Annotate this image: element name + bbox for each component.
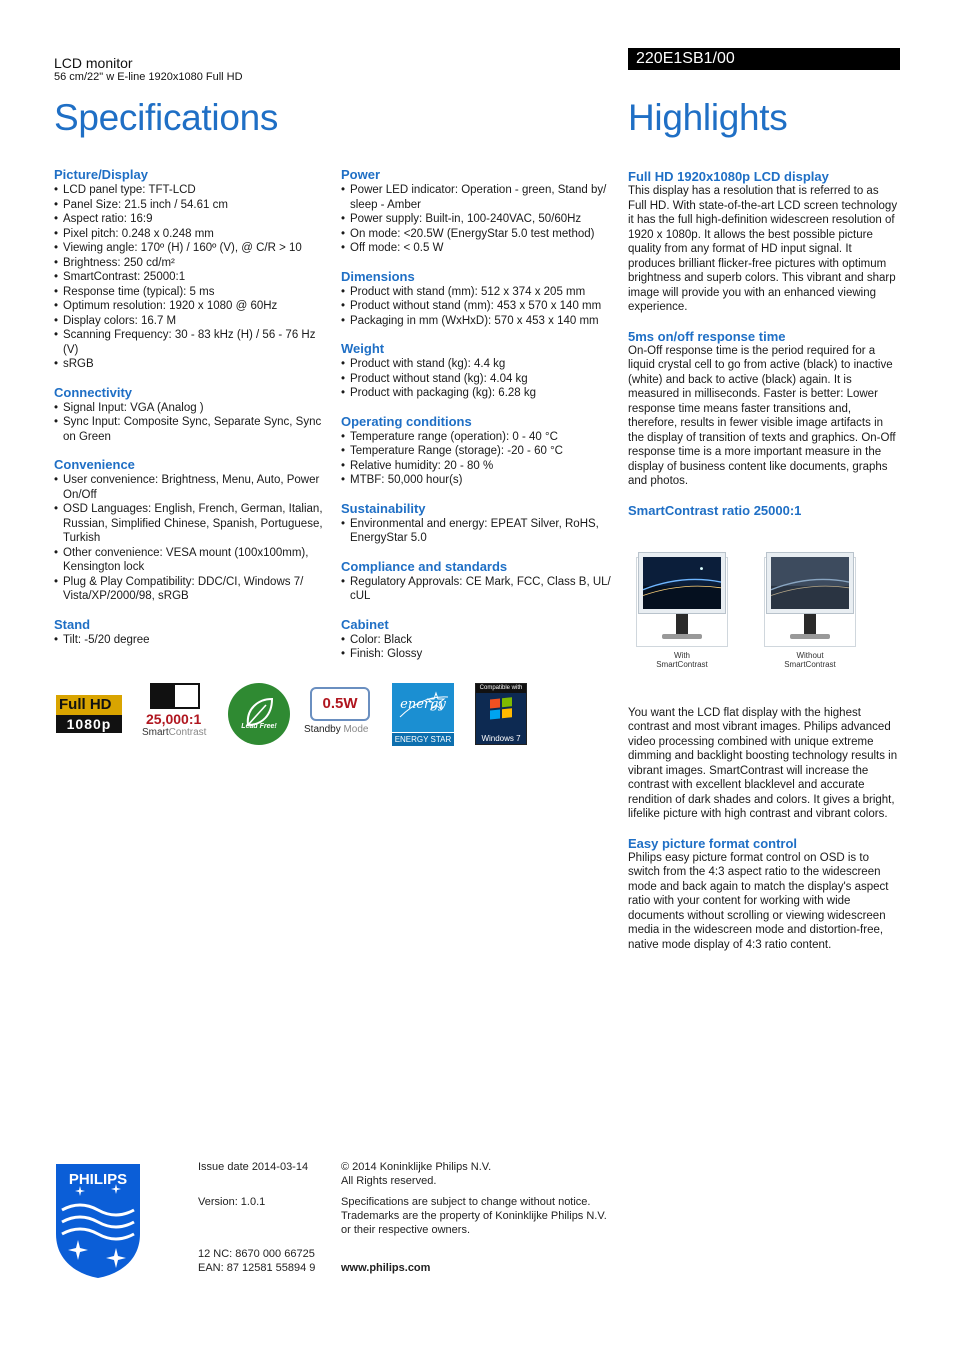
spec-item: • Pixel pitch: 0.248 x 0.248 mm: [54, 227, 324, 242]
spec-section: [341, 341, 616, 401]
smartcontrast-logo: [142, 683, 222, 743]
highlight-contrast: [628, 503, 900, 822]
highlight-response: [628, 329, 900, 489]
rights: All Rights reserved.: [341, 1175, 437, 1187]
spec-list: [54, 473, 324, 604]
spec-column-2: [341, 167, 616, 675]
highlight-text: On-Off response time is the period required for a liquid crystal cell to go from active (black) to inactive (white) and back to active (black) again. It is measured in milliseconds. Faster is better: Lower response time means faster transitions and, therefore, results in fewer visible image artifacts in the display of transition of texts and graphics. On-Off response time is a more important measure in the display of business content like documents, graphs and photos.: [628, 344, 896, 487]
spec-item: • Product without stand (mm): 453 x 570 x 140 mm: [341, 299, 616, 314]
standby-label-b: Mode: [340, 724, 369, 735]
spec-section-title: Sustainability: [341, 500, 426, 516]
spec-item: • LCD panel type: TFT-LCD: [54, 183, 324, 198]
spec-section: [54, 385, 324, 445]
spec-item: • Power supply: Built-in, 100-240VAC, 50/60Hz: [341, 212, 616, 227]
spec-list: [341, 517, 616, 546]
spec-item: • Finish: Glossy: [341, 647, 616, 662]
spec-list: [341, 183, 616, 256]
spec-section: [54, 617, 324, 648]
monitor-screen: [766, 552, 854, 614]
spec-item: • OSD Languages: English, French, German, Italian, Russian, Simplified Chinese, Spanish, Portuguese, Turkish: [54, 502, 324, 546]
contrast-label-b: Contrast: [168, 727, 207, 738]
spec-section: [341, 167, 616, 256]
spec-item: • Viewing angle: 170º (H) / 160º (V), @ C/R > 10: [54, 241, 324, 256]
star-icon: [392, 687, 454, 727]
highlight-title: Easy picture format control: [628, 835, 798, 851]
monitor-stand: [676, 614, 688, 634]
monitor-screen: [638, 552, 726, 614]
spec-section: [54, 457, 324, 604]
doc-subtitle: 56 cm/22" w E-line 1920x1080 Full HD: [54, 71, 243, 83]
spec-section-title: Power: [341, 167, 381, 182]
spec-item: • Product with stand (mm): 512 x 374 x 205 mm: [341, 285, 616, 300]
specifications-title: Specifications: [54, 97, 279, 138]
city-night-image-dim: [771, 557, 849, 609]
spec-item: • Environmental and energy: EPEAT Silver, RoHS, EnergyStar 5.0: [341, 517, 616, 546]
spec-section-title: Dimensions: [341, 268, 415, 284]
spec-list: [341, 633, 616, 662]
highlight-title: Full HD 1920x1080p LCD display: [628, 169, 829, 184]
standby-logo: [304, 687, 384, 745]
highlights-column: [628, 169, 900, 966]
monitor-stand: [804, 614, 816, 634]
spec-item: • Tilt: -5/20 degree: [54, 633, 324, 648]
notice-line-3: or their respective owners.: [341, 1224, 470, 1236]
highlight-format: [628, 836, 900, 953]
spec-section-title: Compliance and standards: [341, 558, 508, 574]
spec-column-1: [54, 167, 324, 660]
highlight-text: This display has a resolution that is referred to as Full HD. With state-of-the-art LCD screen technology it has the full high-definition widescreen resolution of 1920 x 1080p. It allows the best possible picture quality from any format of HD input signal. It produces brilliant flicker-free pictures with optimum brightness and superb colors. This vibrant and sharp image will provide you with an enhanced viewing experience.: [628, 185, 898, 313]
version: Version: 1.0.1: [198, 1196, 266, 1208]
spec-list: [54, 401, 324, 445]
highlights-title: Highlights: [628, 97, 788, 138]
monitor-with: [638, 552, 726, 669]
spec-list: [341, 575, 616, 604]
philips-shield-logo: [54, 1162, 142, 1285]
windows-compat-text: Compatible with: [476, 684, 526, 693]
standby-label-a: Standby: [304, 724, 341, 735]
spec-item: • SmartContrast: 25000:1: [54, 270, 324, 285]
contrast-icon: [150, 683, 200, 709]
issue-date: Issue date 2014-03-14: [198, 1161, 309, 1173]
highlight-text: You want the LCD flat display with the highest contrast and most vibrant images. Philips advanced video processing combined with unique extreme dimming and backlight boosting technology results in vibrant images. SmartContrast will increase the contrast with excellent blacklevel and accurate rendition of dark shades and colors. It gives a bright, lifelike picture with high contrast and vibrant colors.: [628, 706, 898, 820]
highlight-fullhd: [628, 169, 900, 315]
philips-wordmark: PHILIPS: [68, 1171, 128, 1188]
lead-free-text: Lead Free!: [241, 723, 277, 730]
spec-list: [341, 285, 616, 329]
spec-section-title: Picture/Display: [54, 167, 148, 182]
spec-section-title: Operating conditions: [341, 413, 472, 429]
highlight-title: 5ms on/off response time: [628, 328, 786, 344]
spec-item: • Optimum resolution: 1920 x 1080 @ 60Hz: [54, 299, 324, 314]
spec-item: • Color: Black: [341, 633, 616, 648]
spec-section-title: Weight: [341, 341, 385, 356]
spec-item: • Product with stand (kg): 4.4 kg: [341, 357, 616, 372]
contrast-label-a: Smart: [142, 727, 169, 738]
spec-item: • Temperature Range (storage): -20 - 60 °C: [341, 444, 616, 459]
energy-star-logo: [392, 683, 454, 746]
windows7-logo: [475, 683, 527, 745]
spec-section: [341, 414, 616, 488]
spec-item: • Plug & Play Compatibility: DDC/CI, Windows 7/ Vista/XP/2000/98, sRGB: [54, 575, 324, 604]
spec-list: [341, 357, 616, 401]
spec-item: • Signal Input: VGA (Analog ): [54, 401, 324, 416]
spec-item: • Temperature range (operation): 0 - 40 °C: [341, 430, 616, 445]
feature-logos: [54, 683, 534, 747]
copyright: © 2014 Koninklijke Philips N.V.: [341, 1161, 492, 1173]
monitor-base: [790, 634, 830, 639]
energy-script: energy: [400, 697, 446, 712]
monitor-base: [662, 634, 702, 639]
spec-item: • Aspect ratio: 16:9: [54, 212, 324, 227]
philips-shield-icon: [54, 1162, 142, 1280]
spec-item: • Sync Input: Composite Sync, Separate Sync, Sync on Green: [54, 415, 324, 444]
spec-section-title: Connectivity: [54, 384, 133, 400]
caption-with: With SmartContrast: [656, 650, 708, 669]
spec-list: [341, 430, 616, 488]
windows7-label: Windows 7: [481, 734, 521, 743]
spec-item: • Product without stand (kg): 4.04 kg: [341, 372, 616, 387]
leaf-icon: [228, 683, 290, 745]
energy-star-label: ENERGY STAR: [392, 732, 454, 746]
fullhd-bottom-text: 1080p: [56, 715, 122, 733]
spec-section: [341, 617, 616, 662]
caption-without: Without SmartContrast: [784, 650, 836, 669]
spec-section-title: Stand: [54, 616, 91, 632]
highlight-title: SmartContrast ratio 25000:1: [628, 502, 802, 518]
spec-item: • Off mode: < 0.5 W: [341, 241, 616, 256]
spec-item: • Power LED indicator: Operation - green, Stand by/ sleep - Amber: [341, 183, 616, 212]
spec-section-title: Cabinet: [341, 616, 389, 632]
monitor-without: [766, 552, 854, 669]
spec-section: [341, 559, 616, 604]
spec-item: • Other convenience: VESA mount (100x100mm), Kensington lock: [54, 546, 324, 575]
spec-item: • Regulatory Approvals: CE Mark, FCC, Class B, UL/ cUL: [341, 575, 616, 604]
website-link[interactable]: www.philips.com: [341, 1262, 431, 1274]
spec-item: • Product with packaging (kg): 6.28 kg: [341, 386, 616, 401]
notice-line-2: Trademarks are the property of Koninklijke Philips N.V.: [341, 1210, 607, 1222]
standby-value: 0.5W: [310, 687, 370, 721]
smartcontrast-comparison-image: [628, 532, 900, 692]
highlight-text: Philips easy picture format control on OSD is to switch from the 4:3 aspect ratio to the widescreen mode and back again to match the display's aspect ratio with your content for working with wide documents without scrolling or viewing widescreen media in the widescreen mode and distortion-free, native mode display of 4:3 ratio content.: [628, 851, 889, 951]
spec-item: • Brightness: 250 cd/m²: [54, 256, 324, 271]
windows-flag-icon: [476, 693, 526, 729]
spec-list: [54, 633, 324, 648]
spec-section: [341, 501, 616, 546]
spec-item: • Panel Size: 21.5 inch / 54.61 cm: [54, 198, 324, 213]
spec-item: • On mode: <20.5W (EnergyStar 5.0 test method): [341, 227, 616, 242]
lead-free-logo: [228, 683, 290, 745]
ean: EAN: 87 12581 55894 9: [198, 1262, 316, 1274]
spec-item: • MTBF: 50,000 hour(s): [341, 473, 616, 488]
doc-type: LCD monitor: [54, 55, 133, 71]
spec-item: • Scanning Frequency: 30 - 83 kHz (H) / 56 - 76 Hz (V): [54, 328, 324, 357]
spec-section: [341, 269, 616, 329]
contrast-value: 25,000:1: [146, 711, 202, 727]
spec-list: [54, 183, 324, 372]
spec-item: • User convenience: Brightness, Menu, Auto, Power On/Off: [54, 473, 324, 502]
notice-line-1: Specifications are subject to change without notice.: [341, 1196, 591, 1208]
spec-item: • sRGB: [54, 357, 324, 372]
spec-section: [54, 167, 324, 372]
spec-section-title: Convenience: [54, 457, 135, 472]
spec-item: • Relative humidity: 20 - 80 %: [341, 459, 616, 474]
fullhd-logo: [56, 695, 122, 735]
city-night-image: [643, 557, 721, 609]
spec-item: • Packaging in mm (WxHxD): 570 x 453 x 140 mm: [341, 314, 616, 329]
spec-item: • Display colors: 16.7 M: [54, 314, 324, 329]
model-number: 220E1SB1/00: [628, 48, 900, 70]
fullhd-top-text: Full HD: [59, 696, 112, 713]
spec-item: • Response time (typical): 5 ms: [54, 285, 324, 300]
twelve-nc: 12 NC: 8670 000 66725: [198, 1248, 315, 1260]
